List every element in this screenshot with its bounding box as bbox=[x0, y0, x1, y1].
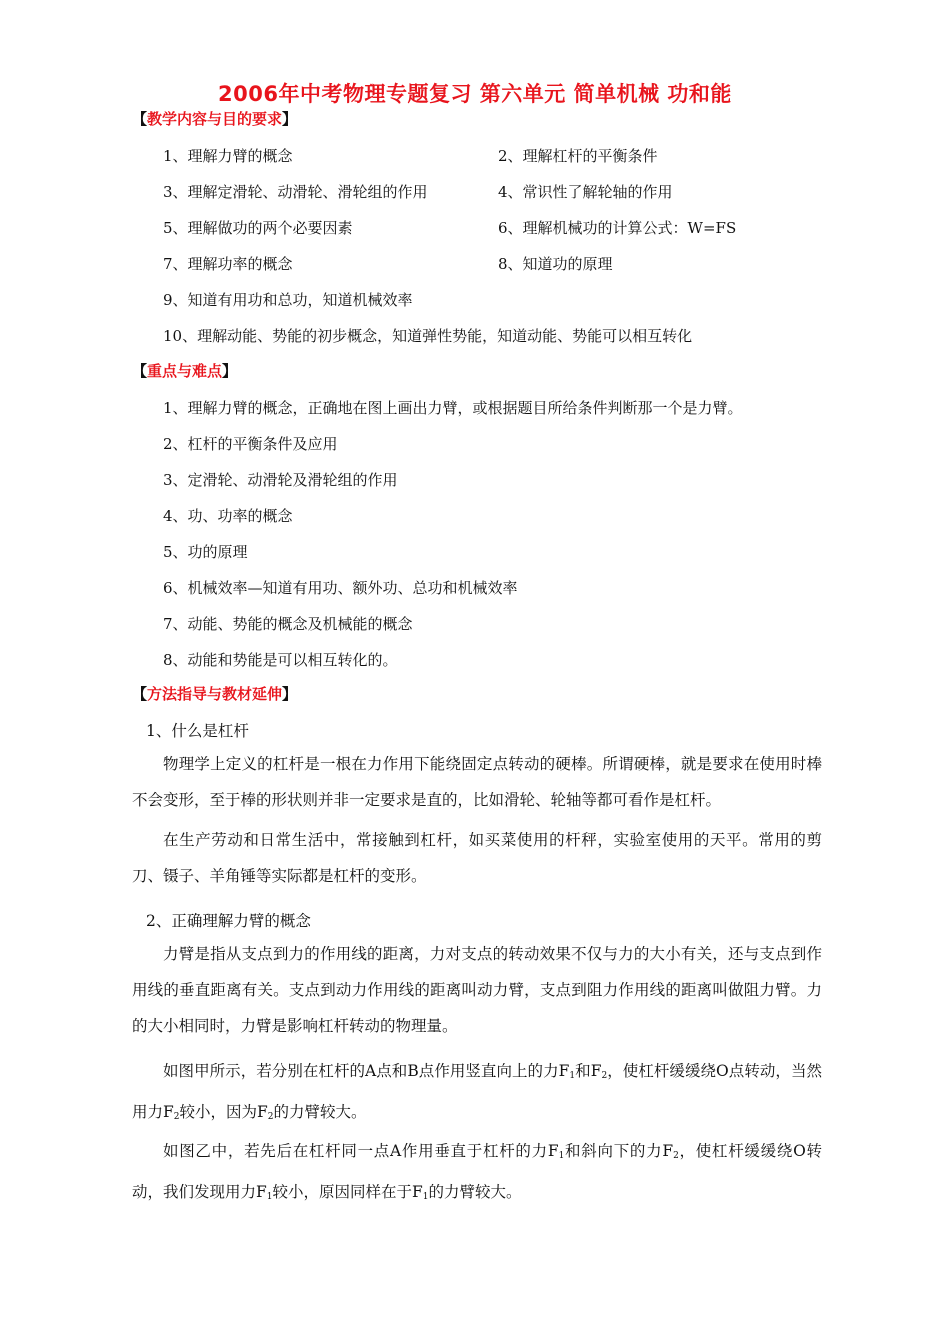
paragraph-lever-examples: 在生产劳动和日常生活中，常接触到杠杆，如买菜使用的杆秤，实验室使用的天平。常用的剪刀、镊子、羊角锤等实际都是杠杆的变形。 bbox=[132, 831, 822, 885]
key-point-item: 5、功的原理 bbox=[163, 543, 248, 561]
key-point-item: 6、机械效率—知道有用功、额外功、总功和机械效率 bbox=[163, 579, 518, 597]
paragraph-figure-b: 如图乙中，若先后在杠杆同一点A作用垂直于杠杆的力$F_1$和斜向下的力$F_2$，使杠杆缓缓绕O转动，我们发现用力$F_1$较小，原因同样在于$F_1$的力臂较大。 bbox=[132, 1142, 822, 1202]
key-point-item: 4、功、功率的概念 bbox=[163, 507, 293, 525]
requirement-item: 10、理解动能、势能的初步概念，知道弹性势能，知道动能、势能可以相互转化 bbox=[163, 327, 693, 345]
requirement-item: 6、理解机械功的计算公式：W=FS bbox=[498, 219, 737, 237]
key-point-item: 1、理解力臂的概念，正确地在图上画出力臂，或根据题目所给条件判断那一个是力臂。 bbox=[163, 399, 743, 417]
requirement-item: 5、理解做功的两个必要因素 bbox=[163, 219, 353, 237]
paragraph-lever-definition: 物理学上定义的杠杆是一根在力作用下能绕固定点转动的硬棒。所谓硬棒，就是要求在使用时棒不会变形，至于棒的形状则并非一定要求是直的，比如滑轮、轮轴等都可看作是杠杆。 bbox=[132, 755, 822, 809]
paragraph-figure-a: 如图甲所示，若分别在杠杆的A点和B点作用竖直向上的力$F_1$和$F_2$，使杠杆缓缓绕O点转动，当然用力$F_2$较小，因为$F_2$的力臂较大。 bbox=[132, 1062, 822, 1122]
section-heading-method: 【方法指导与教材延伸】 bbox=[132, 685, 298, 703]
requirement-item: 2、理解杠杆的平衡条件 bbox=[498, 147, 658, 165]
requirement-item: 8、知道功的原理 bbox=[498, 255, 613, 273]
section-heading-key-points: 【重点与难点】 bbox=[132, 362, 238, 380]
section-label: 方法指导与教材延伸 bbox=[147, 685, 283, 703]
requirement-item: 3、理解定滑轮、动滑轮、滑轮组的作用 bbox=[163, 183, 428, 201]
subheading-moment-arm: 2、正确理解力臂的概念 bbox=[146, 912, 311, 930]
key-point-item: 7、动能、势能的概念及机械能的概念 bbox=[163, 615, 413, 633]
requirement-item: 7、理解功率的概念 bbox=[163, 255, 293, 273]
requirement-item: 4、常识性了解轮轴的作用 bbox=[498, 183, 673, 201]
key-point-item: 2、杠杆的平衡条件及应用 bbox=[163, 435, 338, 453]
requirement-item: 9、知道有用功和总功，知道机械效率 bbox=[163, 291, 413, 309]
requirement-item: 1、理解力臂的概念 bbox=[163, 147, 293, 165]
section-heading-objectives: 【教学内容与目的要求】 bbox=[132, 110, 298, 128]
document-title: 2006年中考物理专题复习 第六单元 简单机械 功和能 bbox=[218, 82, 732, 106]
section-label: 重点与难点 bbox=[147, 362, 223, 380]
paragraph-moment-arm: 力臂是指从支点到力的作用线的距离，力对支点的转动效果不仅与力的大小有关，还与支点到作用线的垂直距离有关。支点到动力作用线的距离叫动力臂，支点到阻力作用线的距离叫做阻力臂。力的大小相同时，力臂是影响杠杆转动的物理量。 bbox=[132, 945, 822, 1035]
subheading-lever: 1、什么是杠杆 bbox=[146, 722, 249, 740]
key-point-item: 3、定滑轮、动滑轮及滑轮组的作用 bbox=[163, 471, 398, 489]
key-point-item: 8、动能和势能是可以相互转化的。 bbox=[163, 651, 398, 669]
section-label: 教学内容与目的要求 bbox=[147, 110, 283, 128]
